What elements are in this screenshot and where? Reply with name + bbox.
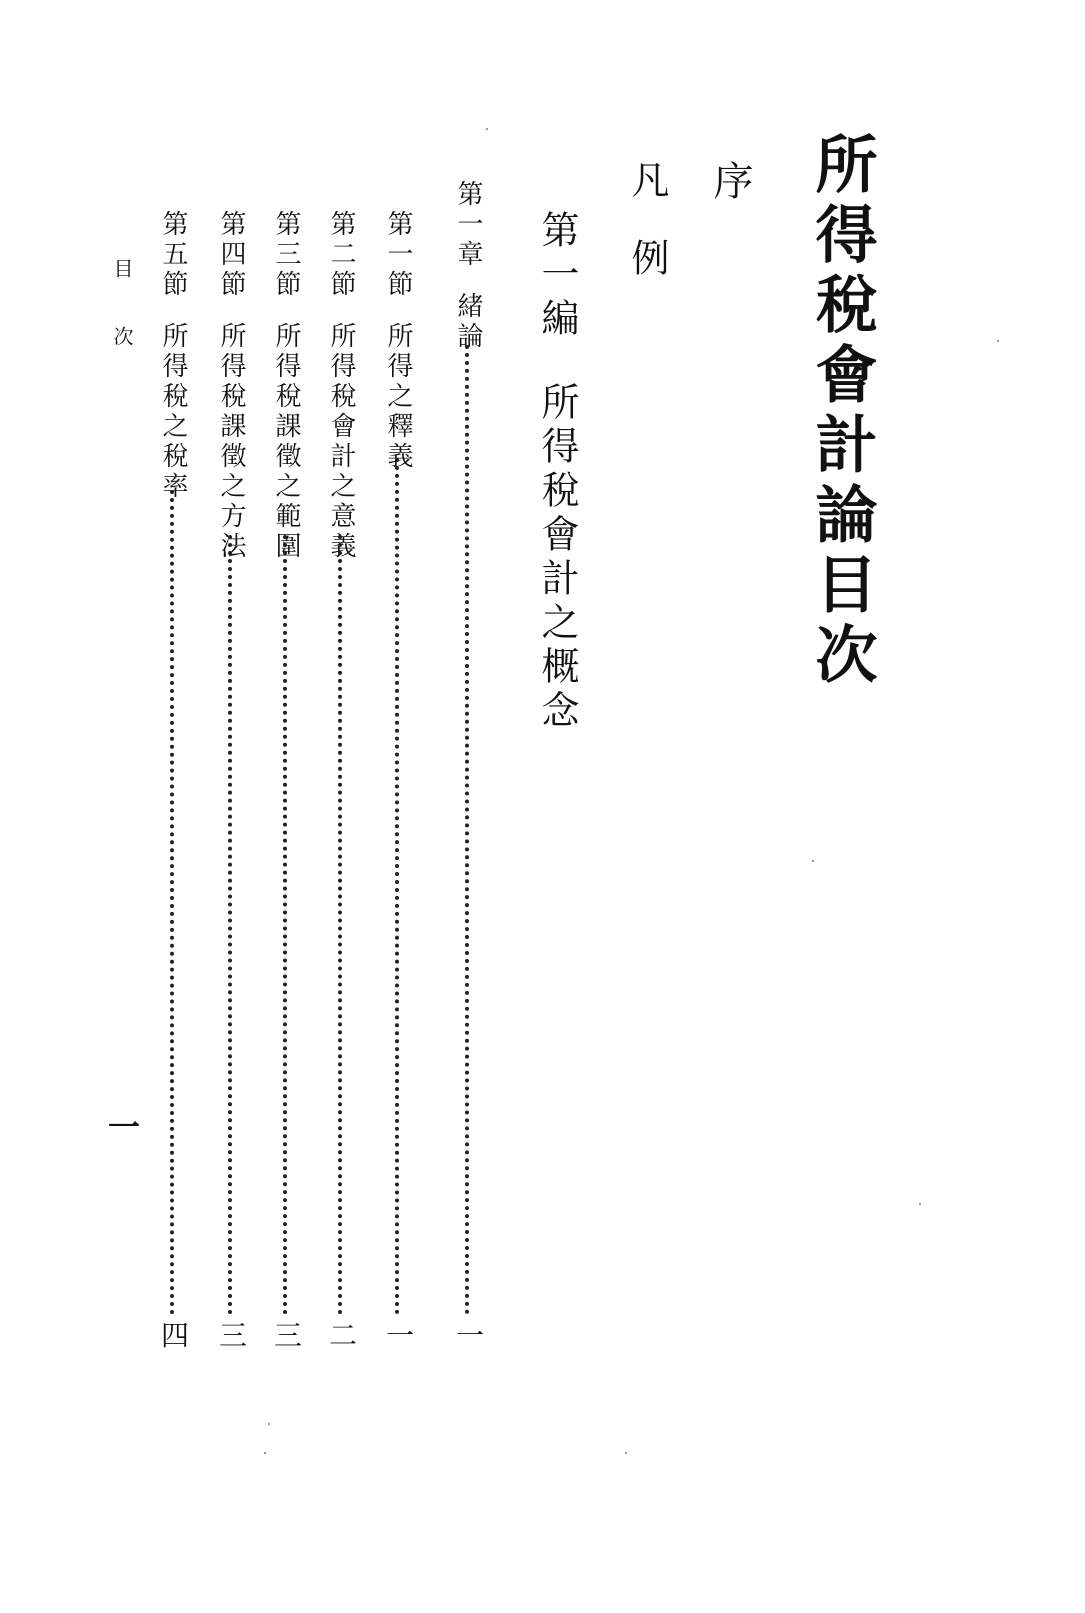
dot-leader — [228, 535, 232, 1315]
entry-title: 所得之釋義 — [383, 322, 413, 472]
page-number: 三 — [218, 1319, 247, 1352]
dot-leader — [395, 458, 399, 1315]
part-label: 第一編 — [535, 210, 579, 342]
scan-speck — [264, 1452, 266, 1454]
scan-speck — [486, 128, 488, 130]
part-title: 所得稅會計之概念 — [535, 382, 579, 734]
entry-title: 所得稅會計之意義 — [326, 322, 356, 562]
entry-label: 第四節 — [216, 210, 246, 300]
folio-number: 一 — [108, 1108, 141, 1146]
toc-entry-section-3[interactable] — [273, 210, 299, 562]
part-heading[interactable] — [535, 210, 579, 734]
page-number: 一 — [455, 1319, 484, 1352]
page-title: 所得稅會計論目次 — [805, 132, 878, 692]
scan-speck — [919, 1203, 921, 1205]
dot-leader — [465, 345, 469, 1315]
dot-leader — [283, 535, 287, 1315]
toc-entry-section-5[interactable] — [160, 210, 186, 502]
entry-label: 第一章 — [453, 180, 483, 270]
entry-label: 第一節 — [383, 210, 413, 300]
preface-heading[interactable]: 序 — [707, 160, 753, 200]
toc-entry-section-1[interactable] — [385, 210, 411, 472]
entry-title: 所得稅之稅率 — [158, 322, 188, 502]
notes-heading[interactable]: 凡例 — [625, 160, 669, 316]
scan-speck — [268, 1423, 270, 1425]
dot-leader — [170, 490, 174, 1315]
toc-entry-chapter-1[interactable] — [455, 180, 481, 352]
entry-label: 第五節 — [158, 210, 188, 300]
page-number: 二 — [328, 1319, 357, 1352]
toc-entry-section-4[interactable] — [218, 210, 244, 562]
page-number: 一 — [385, 1319, 414, 1352]
running-head: 目次 — [110, 258, 134, 394]
toc-entry-section-2[interactable] — [328, 210, 354, 562]
page-number: 四 — [160, 1319, 189, 1352]
scan-speck — [625, 1452, 627, 1454]
entry-label: 第二節 — [326, 210, 356, 300]
page-number: 三 — [273, 1319, 302, 1352]
entry-title: 所得稅課徵之方法 — [216, 322, 246, 562]
entry-title: 所得稅課徵之範圍 — [271, 322, 301, 562]
scan-speck — [812, 860, 814, 862]
scan-speck — [997, 340, 999, 342]
dot-leader — [338, 535, 342, 1315]
entry-title: 緒論 — [453, 292, 483, 352]
entry-label: 第三節 — [271, 210, 301, 300]
